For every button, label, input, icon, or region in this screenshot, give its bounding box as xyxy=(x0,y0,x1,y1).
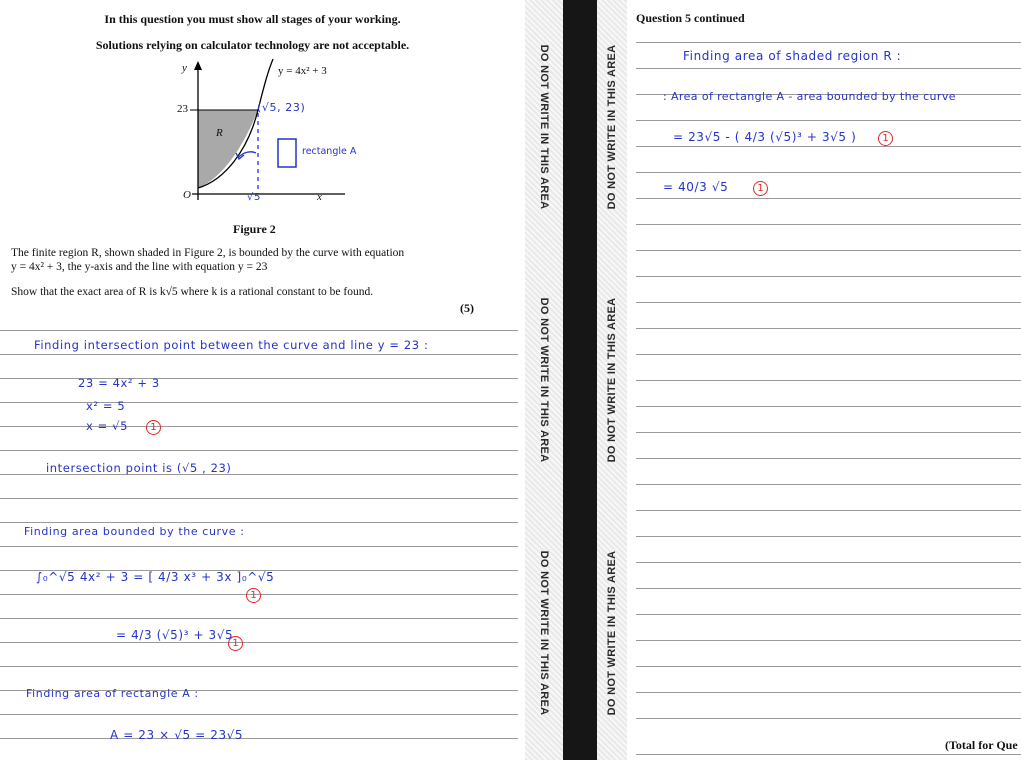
rule-line xyxy=(636,224,1021,225)
working-heading-intersection: Finding intersection point between the curve and line y = 23 : xyxy=(34,338,429,352)
margin-warning: DO NOT WRITE IN THIS AREA xyxy=(606,550,618,716)
rule-line xyxy=(636,250,1021,251)
figure-2-graph xyxy=(170,55,390,215)
rectangle-a-sketch xyxy=(278,139,296,167)
rule-line xyxy=(636,510,1021,511)
instruction-calculator: Solutions relying on calculator technology are not acceptable. xyxy=(95,38,410,52)
rule-line xyxy=(0,642,518,643)
rule-line xyxy=(636,198,1021,199)
instruction-working: In this question you must show all stages of your working. xyxy=(104,12,401,26)
rule-line xyxy=(636,406,1021,407)
rule-line xyxy=(636,302,1021,303)
region-r-label: R xyxy=(216,127,223,139)
y-axis-arrow xyxy=(194,61,202,70)
rule-line xyxy=(636,692,1021,693)
margin-warning: DO NOT WRITE IN THIS AREA xyxy=(606,44,618,209)
rule-line xyxy=(636,432,1021,433)
rule-line xyxy=(0,738,518,739)
rule-line xyxy=(636,484,1021,485)
rule-line xyxy=(636,562,1021,563)
rule-line xyxy=(636,536,1021,537)
mark-1: 1 xyxy=(146,420,161,435)
rule-line xyxy=(0,498,518,499)
y-tick-23: 23 xyxy=(177,103,188,115)
rule-line xyxy=(0,330,518,331)
rule-line xyxy=(0,402,518,403)
origin-label: O xyxy=(183,189,191,201)
rule-line xyxy=(636,458,1021,459)
question-text-line-2: y = 4x² + 3, the y-axis and the line with equation y = 23 xyxy=(11,261,268,273)
rule-line xyxy=(636,640,1021,641)
question-text-line-3: Show that the exact area of R is k√5 where k is a rational constant to be found. xyxy=(11,286,374,298)
rule-line xyxy=(0,714,518,715)
rule-line xyxy=(636,42,1021,43)
right-working-heading: Finding area of shaded region R : xyxy=(683,49,902,63)
working-integral-result: = 4/3 (√5)³ + 3√5 xyxy=(116,628,234,642)
rule-line xyxy=(636,754,1021,755)
working-intersection-point: intersection point is (√5 , 23) xyxy=(46,461,232,475)
rule-line xyxy=(636,276,1021,277)
x-tick-root5: √5 xyxy=(247,192,261,203)
margin-warning: DO NOT WRITE IN THIS AREA xyxy=(538,297,550,462)
rule-line xyxy=(636,666,1021,667)
rule-line xyxy=(636,146,1021,147)
rectangle-a-label: rectangle A xyxy=(302,146,357,157)
page-gap xyxy=(563,0,597,760)
rule-line xyxy=(636,354,1021,355)
x-axis-label: x xyxy=(317,191,322,203)
margin-warning: DO NOT WRITE IN THIS AREA xyxy=(538,44,550,209)
rule-line xyxy=(636,614,1021,615)
rule-line xyxy=(636,68,1021,69)
figure-caption: Figure 2 xyxy=(233,222,276,236)
right-working-area-statement: : Area of rectangle A - area bounded by the curve xyxy=(663,90,956,103)
working-rectangle-area: A = 23 × √5 = 23√5 xyxy=(110,728,244,742)
curve-equation-label: y = 4x² + 3 xyxy=(278,65,327,77)
right-page xyxy=(627,0,1021,760)
rule-line xyxy=(636,588,1021,589)
rule-line xyxy=(636,380,1021,381)
total-for-question: (Total for Que xyxy=(945,738,1018,752)
mark-2: 1 xyxy=(246,588,261,603)
rule-line xyxy=(0,618,518,619)
rule-line xyxy=(0,546,518,547)
mark-4: 1 xyxy=(878,131,893,146)
working-line-x-eq: x = √5 xyxy=(86,419,128,433)
working-integral: ∫₀^√5 4x² + 3 = [ 4/3 x³ + 3x ]₀^√5 xyxy=(36,570,275,584)
rule-line xyxy=(636,120,1021,121)
right-working-final-answer: = 40/3 √5 xyxy=(663,180,729,194)
rule-line xyxy=(0,354,518,355)
marks-label: (5) xyxy=(460,301,474,315)
rule-line xyxy=(636,328,1021,329)
margin-warning: DO NOT WRITE IN THIS AREA xyxy=(538,550,550,716)
right-working-subtraction: = 23√5 - ( 4/3 (√5)³ + 3√5 ) xyxy=(673,130,857,144)
mark-5: 1 xyxy=(753,181,768,196)
rule-line xyxy=(0,522,518,523)
margin-strip-left xyxy=(525,0,563,760)
page-header: Question 5 continued xyxy=(636,11,745,25)
rule-line xyxy=(636,718,1021,719)
shaded-region-r xyxy=(198,110,258,188)
point-root5-23: (√5, 23) xyxy=(257,101,306,114)
working-line-23-eq: 23 = 4x² + 3 xyxy=(78,376,160,390)
working-line-x2-eq: x² = 5 xyxy=(86,399,126,413)
margin-strip-right xyxy=(597,0,627,760)
rule-line xyxy=(0,426,518,427)
y-axis-label: y xyxy=(182,62,187,74)
working-heading-area-curve: Finding area bounded by the curve : xyxy=(24,525,245,538)
mark-3: 1 xyxy=(228,636,243,651)
rule-line xyxy=(636,172,1021,173)
working-heading-rectangle: Finding area of rectangle A : xyxy=(26,687,199,700)
rule-line xyxy=(0,450,518,451)
margin-warning: DO NOT WRITE IN THIS AREA xyxy=(606,297,618,462)
rule-line xyxy=(0,666,518,667)
question-text-line-1: The finite region R, shown shaded in Figure 2, is bounded by the curve with equation xyxy=(11,247,405,259)
